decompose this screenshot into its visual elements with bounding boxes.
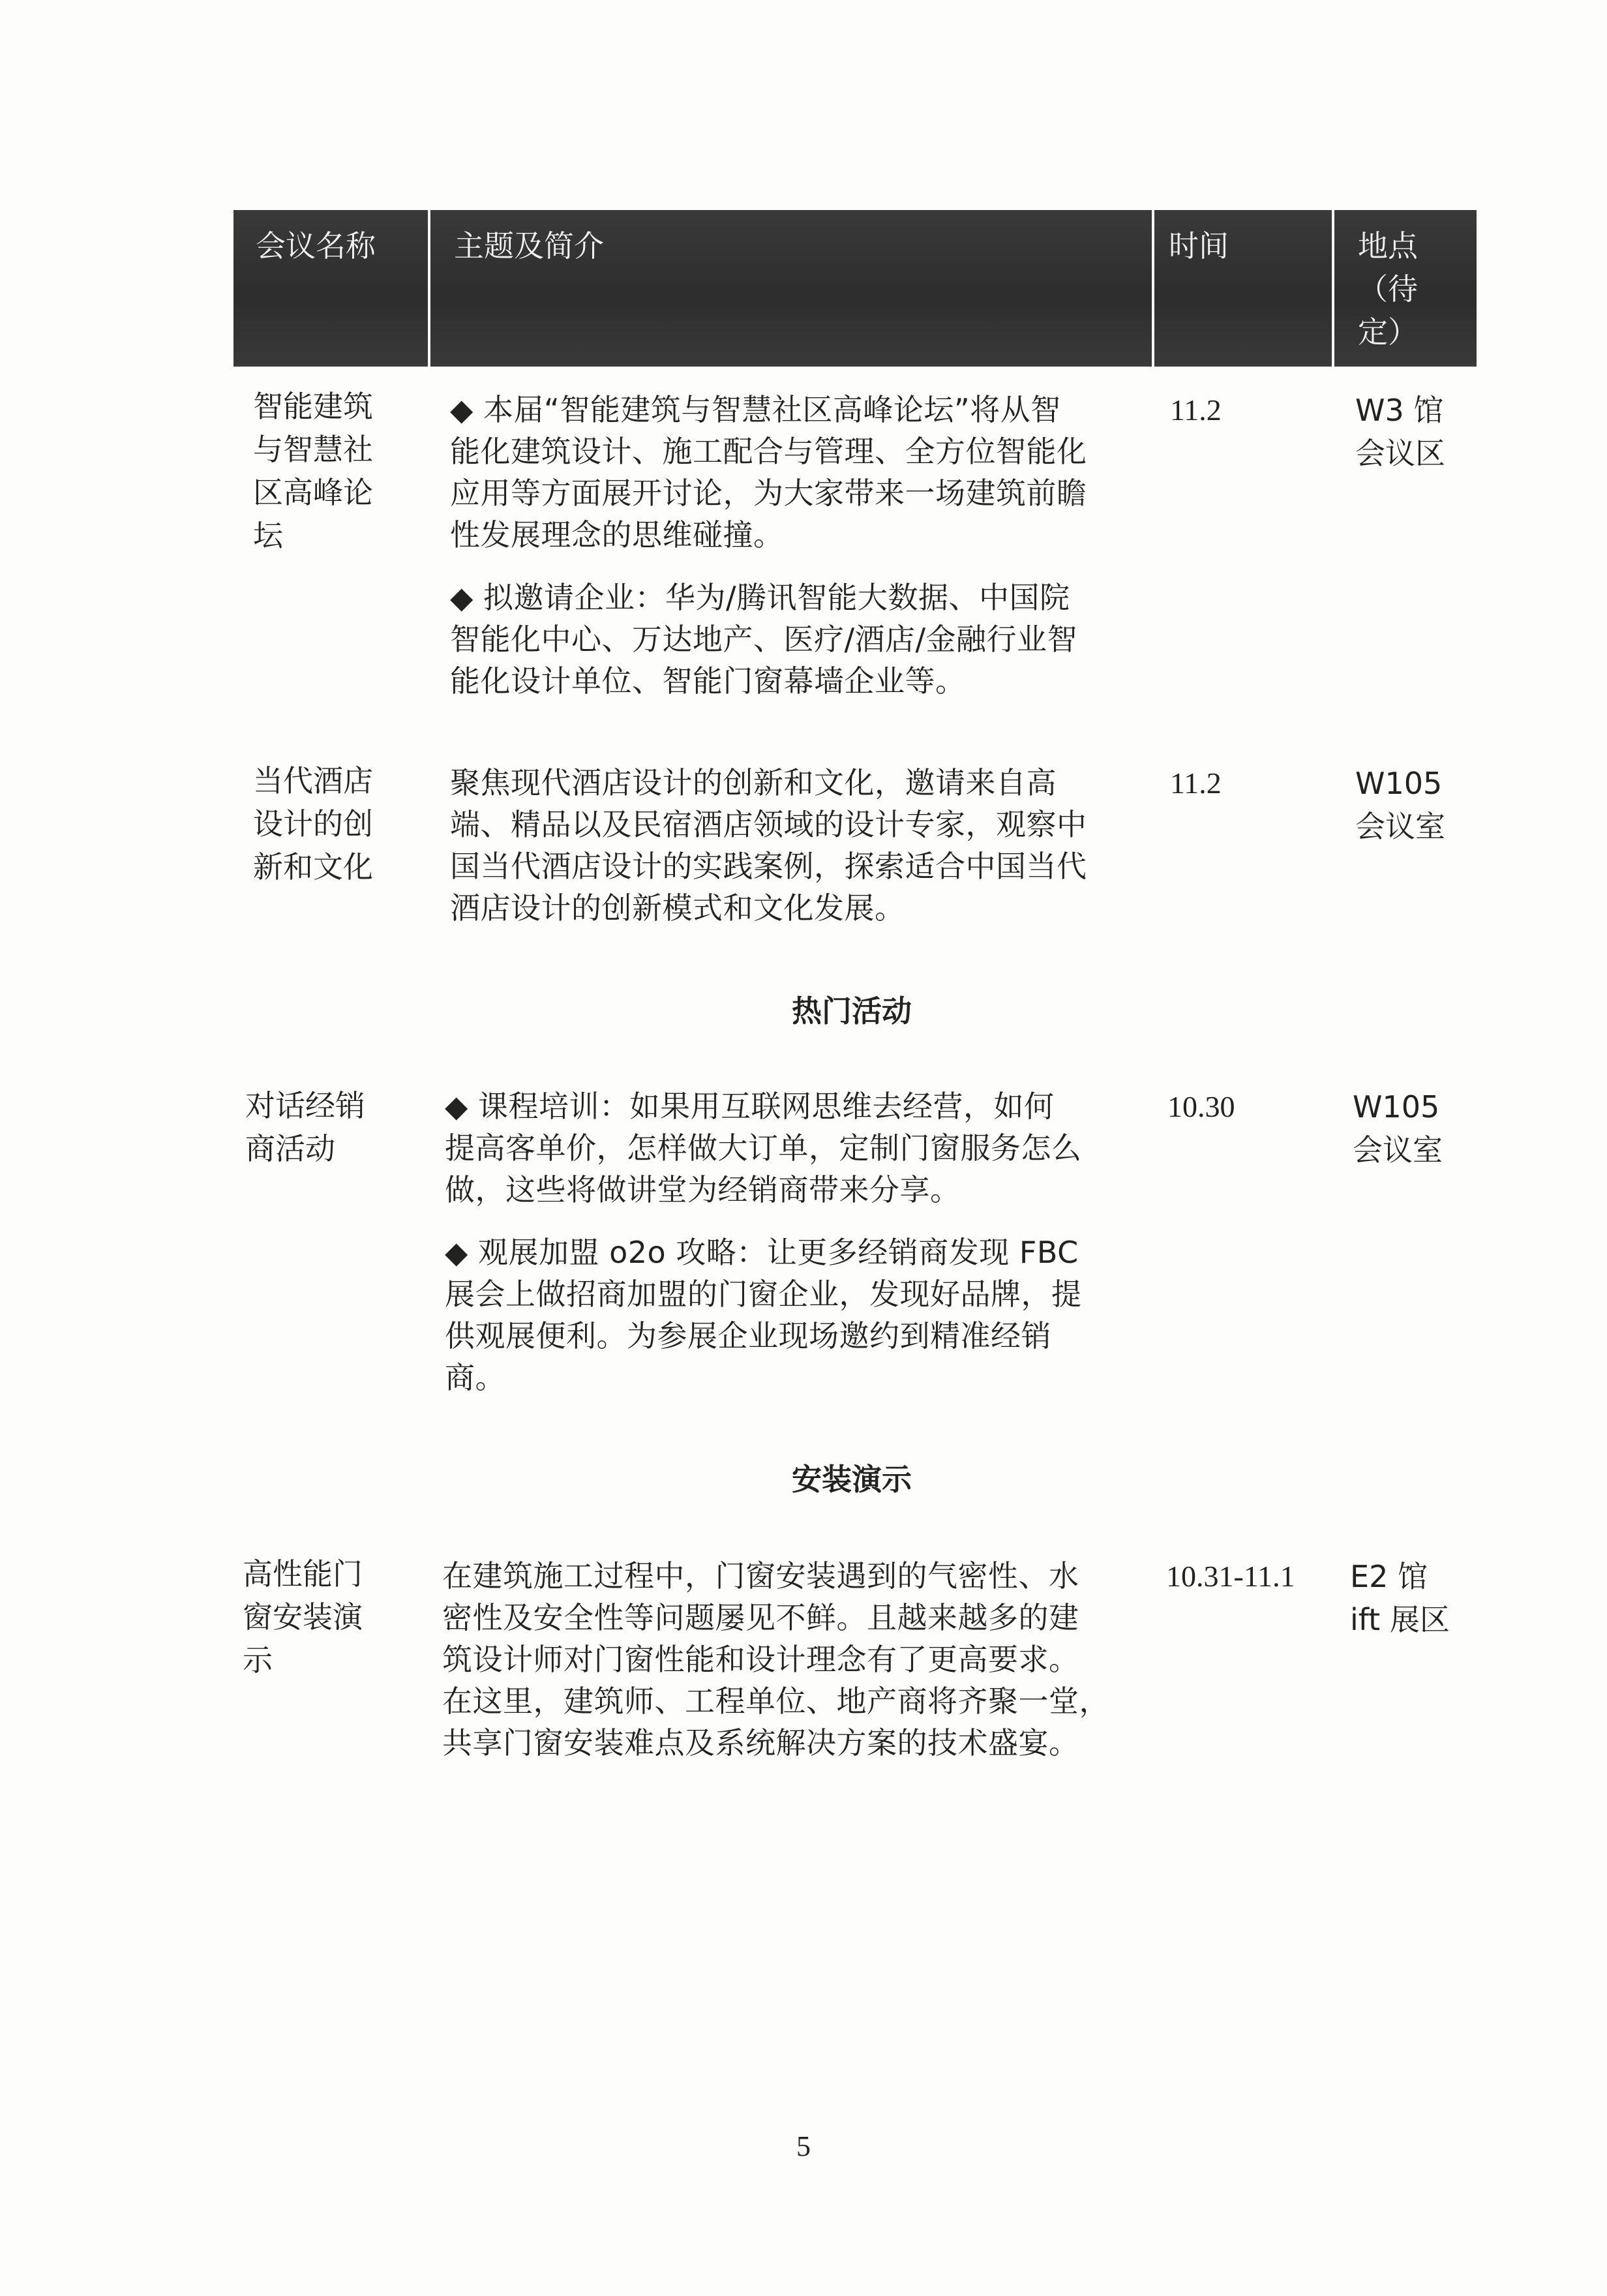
topic-line: 密性及安全性等问题屡见不鲜。且越来越多的建 [442, 1600, 1079, 1635]
row-name-line: 设计的创 [253, 806, 373, 841]
topic-line: 商。 [445, 1360, 505, 1395]
topic-line: 展会上做招商加盟的门窗企业，发现好品牌，提 [445, 1276, 1082, 1312]
row-name-line: 与智慧社 [253, 432, 373, 467]
row-topic [445, 1231, 1162, 1398]
header-topic: 主题及简介 [454, 228, 604, 264]
header-divider [428, 210, 430, 367]
location-line: ift 展区 [1350, 1602, 1450, 1637]
row-time: 10.30 [1167, 1090, 1235, 1123]
header-divider [1332, 210, 1334, 367]
topic-line: 供观展便利。为参展企业现场邀约到精准经销 [445, 1318, 1051, 1353]
row-name-line: 对话经销 [245, 1088, 365, 1123]
row-name [243, 1552, 399, 1682]
row-topic [450, 577, 1161, 702]
row-name-line: 区高峰论 [253, 475, 373, 510]
topic-line: 做，这些将做讲堂为经销商带来分享。 [445, 1172, 961, 1207]
topic-line: 应用等方面展开讨论，为大家带来一场建筑前瞻 [450, 476, 1087, 511]
header-time: 时间 [1169, 228, 1229, 264]
header-location [1358, 210, 1469, 367]
topic-line: ◆ 拟邀请企业：华为/腾讯智能大数据、中国院 [450, 580, 1070, 615]
header-name: 会议名称 [256, 228, 376, 264]
row-name-line: 窗安装演 [243, 1599, 363, 1635]
row-time: 11.2 [1170, 766, 1222, 800]
row-location [1355, 762, 1473, 848]
topic-line: 筑设计师对门窗性能和设计理念有了更高要求。 [442, 1642, 1079, 1677]
location-line: W105 [1355, 766, 1443, 801]
row-name-line: 智能建筑 [253, 389, 373, 424]
row-name-line: 高性能门 [243, 1556, 363, 1592]
header-divider [1152, 210, 1154, 367]
section-title-hot: 热门活动 [792, 993, 912, 1029]
row-topic [450, 762, 1161, 929]
topic-line: 国当代酒店设计的实践案例，探索适合中国当代 [450, 849, 1087, 884]
row-topic [450, 389, 1161, 556]
row-name-line: 当代酒店 [253, 763, 373, 798]
topic-line: ◆ 课程培训：如果用互联网思维去经营，如何 [445, 1089, 1055, 1124]
location-line: W3 馆 [1355, 393, 1444, 428]
row-name-line: 新和文化 [253, 849, 373, 884]
topic-line: 聚焦现代酒店设计的创新和文化，邀请来自高 [450, 765, 1057, 800]
row-location [1355, 389, 1473, 475]
topic-line: ◆ 观展加盟 o2o 攻略：让更多经销商发现 FBC [445, 1235, 1079, 1270]
topic-line: 能化设计单位、智能门窗幕墙企业等。 [450, 663, 966, 699]
topic-line: 性发展理念的思维碰撞。 [450, 517, 784, 552]
topic-line: ◆ 本届“智能建筑与智慧社区高峰论坛”将从智 [450, 392, 1061, 427]
location-line: 会议室 [1355, 809, 1445, 844]
location-line: 会议区 [1355, 436, 1445, 471]
section-title-install: 安装演示 [792, 1462, 912, 1497]
location-line: 会议室 [1353, 1132, 1443, 1168]
topic-line: 酒店设计的创新模式和文化发展。 [450, 890, 905, 926]
topic-line: 在这里，建筑师、工程单位、地产商将齐聚一堂， [442, 1684, 1109, 1719]
row-name-line: 商活动 [245, 1131, 335, 1166]
topic-line: 共享门窗安装难点及系统解决方案的技术盛宴。 [442, 1725, 1079, 1760]
page-number: 5 [796, 2130, 811, 2162]
row-topic [445, 1085, 1162, 1211]
topic-line: 智能化中心、万达地产、医疗/酒店/金融行业智 [450, 622, 1077, 657]
row-time: 10.31-11.1 [1166, 1560, 1295, 1593]
row-time: 11.2 [1170, 393, 1222, 427]
row-location [1353, 1085, 1470, 1171]
header-location-line: 定） [1358, 314, 1418, 350]
topic-line: 能化建筑设计、施工配合与管理、全方位智能化 [450, 434, 1087, 469]
row-name [245, 1084, 402, 1170]
location-line: W105 [1353, 1089, 1440, 1125]
row-name-line: 坛 [253, 518, 283, 553]
header-location-line: 地点 [1358, 228, 1418, 264]
row-name [253, 759, 410, 888]
row-name [253, 385, 410, 557]
topic-line: 在建筑施工过程中，门窗安装遇到的气密性、水 [442, 1558, 1079, 1594]
row-name-line: 示 [243, 1642, 273, 1678]
topic-line: 端、精品以及民宿酒店领域的设计专家，观察中 [450, 807, 1087, 842]
header-location-line: （待 [1358, 271, 1418, 307]
row-location [1350, 1555, 1474, 1641]
topic-line: 提高客单价，怎样做大订单，定制门窗服务怎么 [445, 1130, 1082, 1166]
location-line: E2 馆 [1350, 1559, 1428, 1594]
table-header [233, 210, 1477, 367]
row-topic [442, 1555, 1166, 1764]
